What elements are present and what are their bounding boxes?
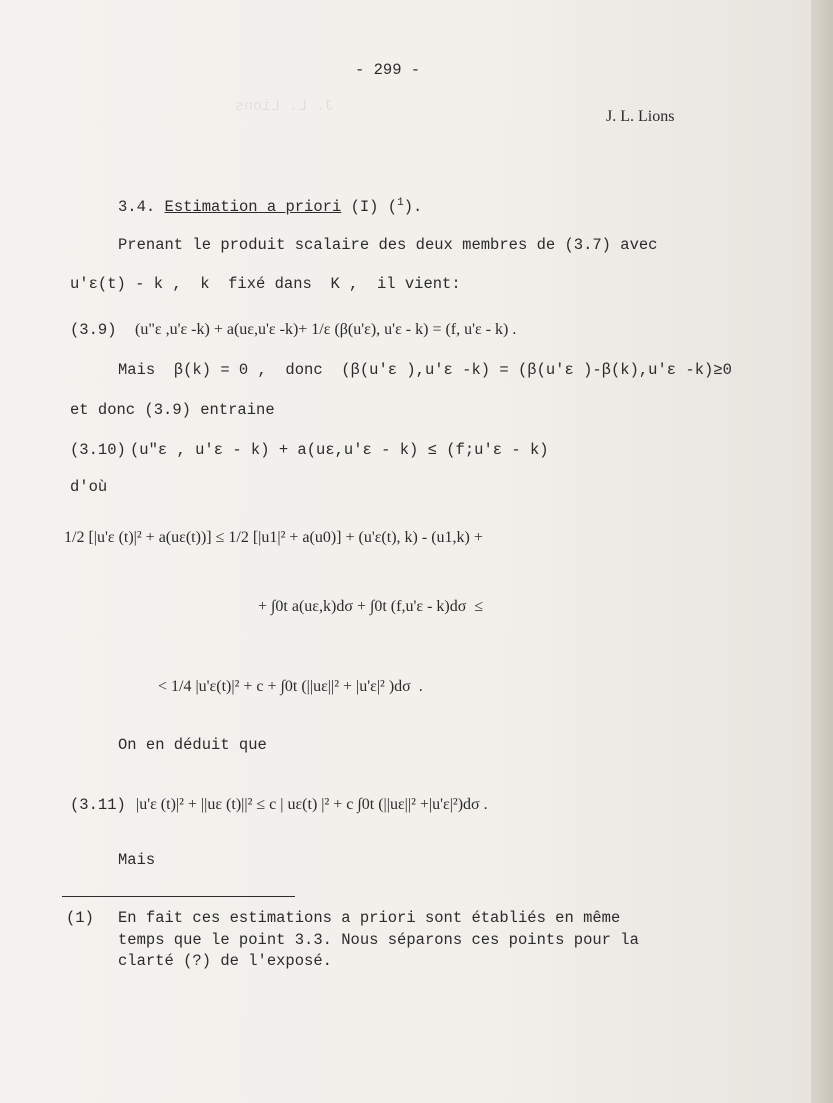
page-number: - 299 - — [355, 61, 421, 79]
equation-3-9: (u"ε ,u'ε -k) + a(uε,u'ε -k)+ 1/ε (β(u'ε), u'ε - k) = (f, u'ε - k) . — [135, 321, 517, 338]
footnote-rule — [62, 896, 295, 897]
footnote-line: clarté (?) de l'exposé. — [118, 952, 332, 970]
page-edge — [811, 0, 833, 1103]
paragraph-line: Mais β(k) = 0 , donc (β(u'ε ),u'ε -k) = (β(u'ε )-β(k),u'ε -k)≥0 — [118, 361, 732, 379]
paragraph-line: On en déduit que — [118, 736, 267, 754]
paragraph-line: et donc (3.9) entraine — [70, 401, 275, 419]
inequality-line: 1/2 [|u'ε (t)|² + a(uε(t))] ≤ 1/2 [|u1|² + a(u0)] + (u'ε(t), k) - (u1,k) + — [64, 529, 483, 546]
footnote-ref: 1 — [397, 197, 404, 209]
equation-label: (3.9) — [70, 321, 117, 339]
equation-3-10: (u"ε , u'ε - k) + a(uε,u'ε - k) ≤ (f;u'ε - k) — [130, 441, 549, 459]
paragraph-line: Prenant le produit scalaire des deux membres de (3.7) avec — [118, 236, 658, 254]
inequality-line: < 1/4 |u'ε(t)|² + c + ∫0t (||uε||² + |u'ε|² )dσ . — [158, 678, 423, 695]
author-name: J. L. Lions — [606, 108, 675, 125]
paragraph-line: u'ε(t) - k , k fixé dans K , il vient: — [70, 275, 461, 293]
bleed-through: J. L. Lions — [235, 98, 335, 115]
equation-3-11: |u'ε (t)|² + ||uε (t)||² ≤ c | uε(t) |² + c ∫0t (||uε||² +|u'ε|²)dσ . — [136, 796, 488, 813]
paragraph-line: d'où — [70, 478, 108, 496]
footnote-line: temps que le point 3.3. Nous séparons ces points pour la — [118, 931, 639, 949]
equation-label: (3.10) — [70, 441, 126, 459]
section-number: 3.4. — [118, 198, 156, 217]
section-heading: 3.4. Estimation a priori (I) ($^1$). — [118, 197, 423, 217]
paragraph-line: Mais — [118, 851, 156, 869]
equation-label: (3.11) — [70, 796, 126, 814]
footnote-mark: (1) — [66, 909, 94, 927]
section-title: Estimation a priori — [164, 198, 342, 217]
inequality-line: + ∫0t a(uε,k)dσ + ∫0t (f,u'ε - k)dσ ≤ — [258, 598, 484, 615]
footnote-line: En fait ces estimations a priori sont établiés en même — [118, 909, 621, 927]
